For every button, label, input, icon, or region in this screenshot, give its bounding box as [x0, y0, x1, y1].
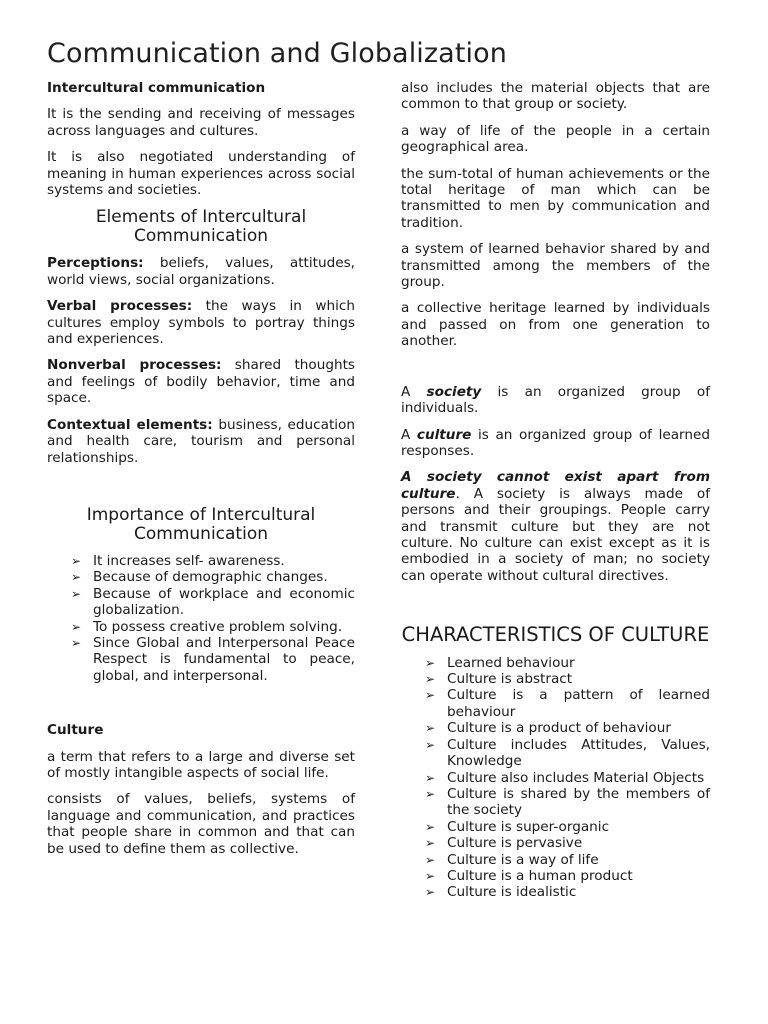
arrow-bullet-icon: ➢ [425, 770, 436, 785]
culture-paragraph-1: a term that refers to a large and diverse set of mostly intangible aspects of social life. [47, 748, 355, 781]
right-column [401, 80, 710, 901]
characteristics-list [401, 655, 710, 901]
element-perceptions [47, 255, 355, 288]
culture-definition-3: the sum-total of human achievements or the total heritage of man which can be transmitted to men by communication and tradition. [401, 165, 710, 231]
culture-paragraph-2: consists of values, beliefs, systems of language and communication, and practices that people share in common and that can be used to define them as collective. [47, 791, 355, 857]
element-text: beliefs, values, attitudes, world views, social organizations. [47, 255, 355, 288]
culture-heading: Culture [47, 722, 104, 739]
culture-definition-2: a way of life of the people in a certain geographical area. [401, 122, 710, 156]
element-text: shared thoughts and feelings of bodily behavior, time and space. [47, 357, 355, 407]
arrow-bullet-icon: ➢ [71, 586, 82, 601]
list-item: ➢ Culture includes Attitudes, Values, Knowledge [425, 736, 710, 770]
element-verbal [47, 298, 355, 347]
element-text: business, education and health care, tourism and personal relationships. [47, 416, 355, 466]
importance-heading: Importance of Intercultural Communication [86, 504, 316, 544]
arrow-bullet-icon: ➢ [425, 786, 436, 801]
society-cannot-exist-phrase: A society cannot exist apart from culture [401, 469, 710, 502]
culture-term: culture [416, 426, 472, 443]
list-item: ➢ To possess creative problem solving. [71, 618, 343, 635]
list-item: ➢ Culture is a pattern of learned behaviour [425, 687, 710, 720]
element-term: Contextual elements: [47, 416, 213, 433]
culture-definition-1: also includes the material objects that are common to that group or society. [401, 80, 710, 113]
society-term: society [426, 383, 482, 400]
element-term: Nonverbal processes: [47, 357, 222, 374]
element-nonverbal [47, 357, 355, 406]
list-item: ➢ Culture is pervasive [425, 835, 583, 852]
intercultural-heading: Intercultural communication [47, 80, 266, 96]
characteristics-heading: CHARACTERISTICS OF CULTURE [401, 623, 710, 647]
list-item: ➢ Because of demographic changes. [71, 569, 328, 586]
culture-definition-5: a collective heritage learned by individuals and passed on from one generation to another. [401, 300, 710, 350]
culture-definition: A culture is an organized group of learned responses. [401, 426, 710, 459]
intercultural-paragraph-2: It is also negotiated understanding of meaning in human experiences across social systems and societies. [47, 149, 355, 199]
arrow-bullet-icon: ➢ [425, 868, 436, 883]
culture-definition-4: a system of learned behavior shared by and transmitted among the members of the group. [401, 241, 710, 291]
list-item: ➢ Culture is abstract [425, 671, 573, 688]
list-item: ➢ Culture also includes Material Objects [425, 769, 705, 786]
society-culture-paragraph: A society cannot exist apart from culture. A society is always made of persons and their groupings. People carry and transmit culture but they are not culture. No culture can exist except as it is embodied in a society of man; no society can operate without cultural directives. [401, 469, 710, 584]
arrow-bullet-icon: ➢ [425, 721, 436, 736]
list-item: ➢ Since Global and Interpersonal Peace Respect is fundamental to peace, global, and interpersonal. [71, 634, 355, 684]
list-item: ➢ Learned behaviour [425, 654, 575, 671]
page-title: Communication and Globalization [47, 38, 507, 69]
arrow-bullet-icon: ➢ [425, 885, 436, 900]
arrow-bullet-icon: ➢ [71, 570, 82, 585]
arrow-bullet-icon: ➢ [425, 655, 436, 670]
arrow-bullet-icon: ➢ [71, 635, 82, 650]
arrow-bullet-icon: ➢ [425, 737, 436, 752]
list-item: ➢ Because of workplace and economic globalization. [71, 585, 355, 619]
element-contextual [47, 417, 355, 466]
elements-heading: Elements of Intercultural Communication [95, 207, 307, 247]
element-term: Perceptions: [47, 255, 144, 272]
list-item: ➢ Culture is super-organic [425, 818, 610, 835]
element-term: Verbal processes: [47, 298, 193, 315]
left-column [47, 80, 355, 867]
list-item: ➢ Culture is a human product [425, 867, 633, 884]
element-text: the ways in which cultures employ symbols to portray things and experiences. [47, 298, 355, 348]
intercultural-paragraph-1: It is the sending and receiving of messages across languages and cultures. [47, 106, 355, 139]
list-item: ➢ Culture is a product of behaviour [425, 720, 671, 737]
arrow-bullet-icon: ➢ [71, 619, 82, 634]
list-item: ➢ It increases self- awareness. [71, 552, 285, 569]
arrow-bullet-icon: ➢ [425, 819, 436, 834]
list-item: ➢ Culture is shared by the members of the society [425, 785, 710, 819]
arrow-bullet-icon: ➢ [425, 852, 436, 867]
arrow-bullet-icon: ➢ [425, 688, 436, 703]
list-item: ➢ Culture is a way of life [425, 851, 599, 868]
arrow-bullet-icon: ➢ [425, 836, 436, 851]
arrow-bullet-icon: ➢ [425, 672, 436, 687]
importance-list [47, 553, 355, 684]
list-item: ➢ Culture is idealistic [425, 884, 577, 901]
society-definition: A society is an organized group of individuals. [401, 383, 711, 417]
arrow-bullet-icon: ➢ [71, 553, 82, 568]
